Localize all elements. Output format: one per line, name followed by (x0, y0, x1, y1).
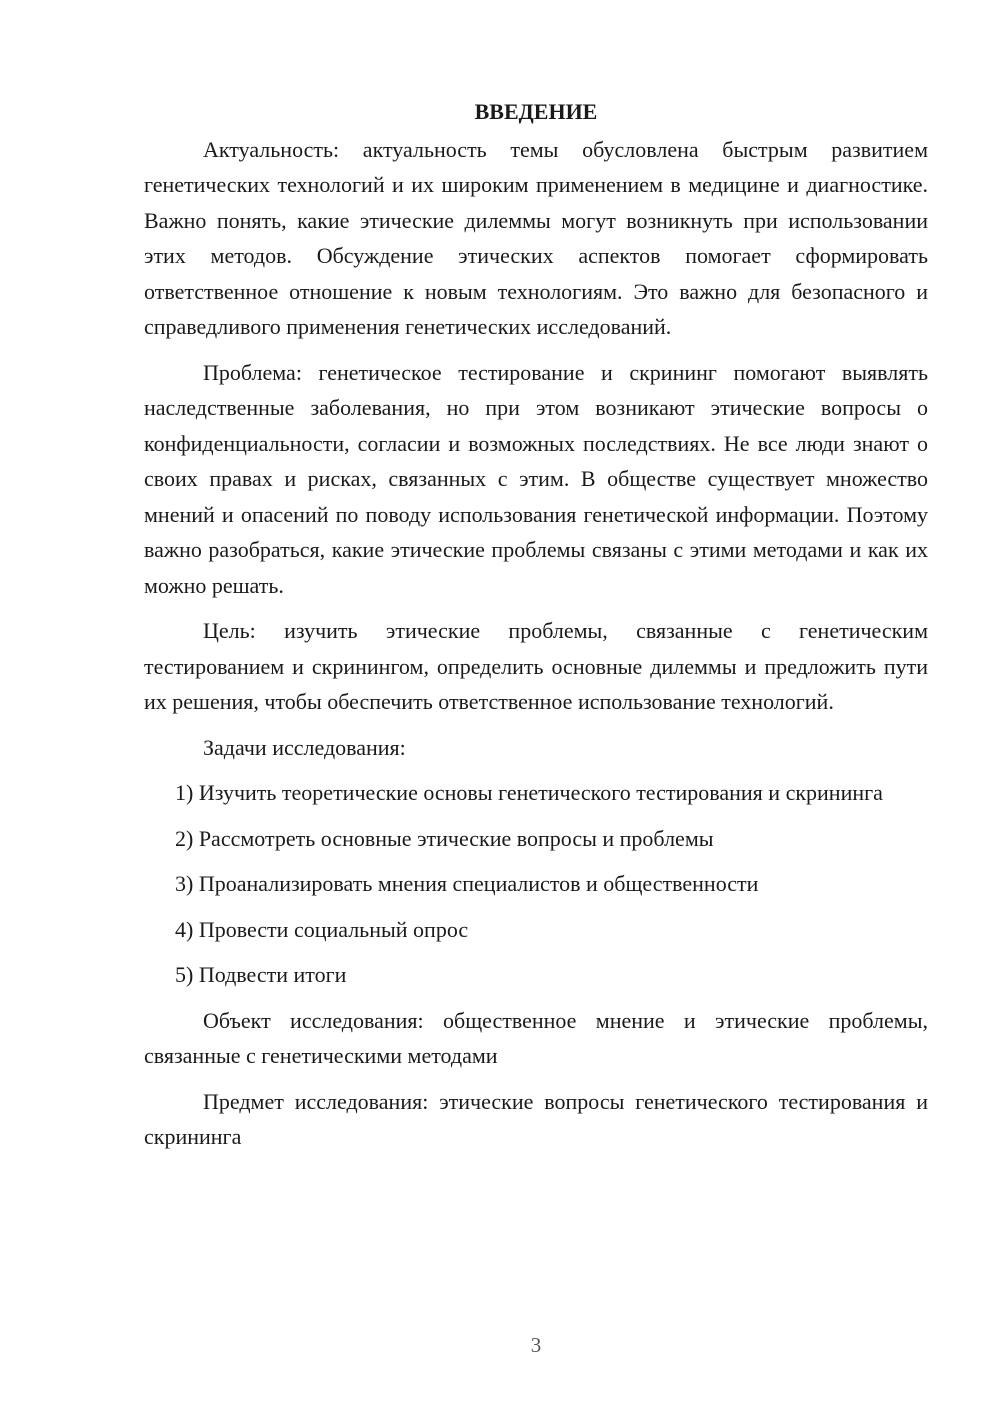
task-item-2: 2) Рассмотреть основные этические вопросы и проблемы (175, 825, 714, 851)
goal-paragraph: Цель: изучить этические проблемы, связанные с генетическим тестированием и скринингом, определить основные дилеммы и предложить пути их решения, чтобы обеспечить ответственное использование технологий. (144, 618, 928, 714)
object-paragraph: Объект исследования: общественное мнение и этические проблемы, связанные с генетическими методами (144, 1007, 928, 1068)
task-item-1: 1) Изучить теоретические основы генетического тестирования и скрининга (175, 780, 883, 805)
page-body (144, 94, 928, 1165)
tasks-heading: Задачи исследования: (203, 734, 406, 760)
task-item-3: 3) Проанализировать мнения специалистов и общественности (175, 871, 759, 896)
task-item-5: 5) Подвести итоги (175, 962, 347, 987)
section-title: ВВЕДЕНИЕ (474, 99, 598, 124)
page-number: 3 (530, 1333, 542, 1357)
relevance-paragraph: Актуальность: актуальность темы обусловлена быстрым развитием генетических технологий и их широким применением в медицине и диагностике. Важно понять, какие этические дилеммы могут возникнуть при использовании этих методов. Обсуждение этических аспектов помогает сформировать ответственное отношение к новым технологиям. Это важно для безопасного и справедливого применения генетических исследований. (144, 136, 928, 339)
subject-paragraph: Предмет исследования: этические вопросы генетического тестирования и скрининга (144, 1088, 928, 1149)
task-item-4: 4) Провести социальный опрос (175, 916, 469, 942)
problem-paragraph: Проблема: генетическое тестирование и скрининг помогают выявлять наследственные заболевания, но при этом возникают этические вопросы о конфиденциальности, согласии и возможных последствиях. Не все люди знают о своих правах и рисках, связанных с этим. В обществе существует множество мнений и опасений по поводу использования генетической информации. Поэтому важно разобраться, какие этические проблемы связаны с этими методами и как их можно решать. (144, 359, 928, 598)
